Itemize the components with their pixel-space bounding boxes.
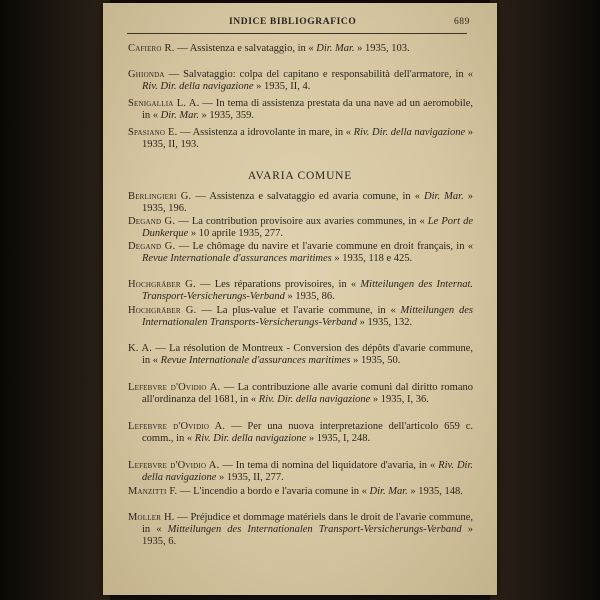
- entry-journal: Riv. Dir. della navigazione: [194, 432, 307, 444]
- entry-journal: Dir. Mar.: [160, 109, 199, 121]
- entry-title: — In tema di assistenza prestata da una nave ad un aeromobile, in «: [142, 98, 474, 121]
- entry-author: Senigallia L. A.: [128, 98, 200, 109]
- background-right-shadow: [490, 0, 600, 600]
- entry-title: — La résolution de Montreux - Conversion des dépôts d'avarie commune, in «: [142, 343, 474, 366]
- bibliography-entry: [128, 127, 473, 151]
- entry-journal: Riv. Dir. della navigazione: [258, 393, 371, 405]
- entry-reference: » 1935, II, 193.: [142, 127, 473, 150]
- entry-reference: » 1935, 359.: [198, 109, 255, 121]
- entry-author: K. A.: [128, 343, 153, 354]
- entry-journal: Le Port de Dunkerque: [142, 216, 474, 239]
- bibliography-entry: [128, 241, 473, 265]
- entry-reference: » 1935, 148.: [407, 486, 463, 497]
- entry-reference: » 1935, 118 e 425.: [331, 252, 413, 264]
- entry-title: — La plus-value et l'avarie commune, in «: [196, 305, 401, 316]
- section-heading: AVARIA COMUNE: [247, 170, 353, 182]
- entry-journal: Revue Internationale d'assurances maritimes: [160, 354, 351, 366]
- entry-journal: Dir. Mar.: [369, 486, 408, 497]
- entry-author: Hochgräber G.: [128, 305, 197, 316]
- entry-title: — In tema di nomina del liquidatore d'avaria, in «: [219, 460, 439, 471]
- bibliography-entry: [128, 305, 473, 329]
- entry-reference: » 1935, 103.: [354, 43, 410, 54]
- entry-author: Manzitti F.: [128, 486, 178, 497]
- entry-journal: Riv. Dir. della navigazione: [142, 460, 473, 483]
- entry-reference: » 1935, 50.: [350, 354, 401, 366]
- entry-title: — L'incendio a bordo e l'avaria comune in «: [177, 486, 370, 497]
- entry-reference: » 1935, 6.: [142, 523, 473, 547]
- entry-author: Lefebvre d'Ovidio A.: [128, 460, 220, 471]
- entry-title: — Les réparations provisoires, in «: [195, 279, 361, 290]
- entry-title: — Per una nuova interpretazione dell'articolo 659 c. comm., in «: [142, 421, 474, 444]
- bibliography-entry: [128, 191, 473, 215]
- entry-author: Cafiero R.: [128, 43, 175, 54]
- bibliography-entry: [128, 279, 473, 303]
- bibliography-entry: [128, 216, 473, 240]
- bibliography-entry: [128, 421, 473, 445]
- page-number: 689: [453, 17, 470, 27]
- entry-journal: Revue Internationale d'assurances maritimes: [142, 252, 332, 264]
- entry-journal: Dir. Mar.: [424, 191, 464, 202]
- background-left-shadow: [0, 0, 110, 600]
- entry-reference: » 1935, 132.: [356, 316, 413, 328]
- entry-title: — La contribuzione alle avarie comuni dal diritto romano all'ordinanza del 1681, in «: [142, 382, 474, 405]
- entry-reference: » 1935, 196.: [142, 191, 474, 214]
- entry-reference: » 10 aprile 1935, 277.: [188, 227, 284, 239]
- entry-journal: Mitteilungen des Internationalen Transport-Versicherungs-Verband: [167, 523, 462, 535]
- bibliography-entry: [128, 69, 473, 93]
- entry-title: — Salvataggio: colpa del capitano e responsabilità dell'armatore, in «: [164, 69, 473, 80]
- entry-author: Lefebvre d'Ovidio A.: [128, 421, 226, 432]
- bibliography-entry: [128, 343, 473, 367]
- entry-journal: Mitteilungen des Internationalen Transports-Versicherungs-Verband: [142, 305, 473, 328]
- book-page: [103, 3, 497, 595]
- entry-author: Berlingieri G.: [128, 191, 192, 202]
- entry-author: Degand G.: [128, 241, 176, 252]
- entry-reference: » 1935, II, 277.: [216, 471, 284, 483]
- entry-title: — La contribution provisoire aux avaries communes, in «: [175, 216, 428, 227]
- entry-author: Lefebvre d'Ovidio A.: [128, 382, 221, 393]
- bibliography-entry: [128, 98, 473, 122]
- entry-journal: Mitteilungen des Internat. Transport-Versicherungs-Verband: [142, 279, 473, 302]
- bibliography-entry: [128, 382, 473, 406]
- bibliography-entry: [128, 486, 473, 498]
- bibliography-entry: [128, 460, 473, 484]
- bibliography-entries: [103, 3, 497, 595]
- entry-author: Degand G.: [128, 216, 176, 227]
- entry-author: Hochgräber G.: [128, 279, 196, 290]
- entry-title: — Assistenza e salvataggio ed avaria comune, in «: [191, 191, 425, 202]
- entry-journal: Riv. Dir. della navigazione: [142, 80, 254, 92]
- bibliography-entry: [128, 43, 473, 55]
- running-title: INDICE BIBLIOGRAFICO: [229, 17, 357, 27]
- entry-journal: Dir. Mar.: [316, 43, 355, 54]
- entry-title: — Préjudice et dommage matériels dans le droit de l'avarie commune, in «: [142, 512, 473, 535]
- entry-title: — Assistenza a idrovolante in mare, in «: [177, 127, 354, 138]
- entry-journal: Riv. Dir. della navigazione: [353, 127, 466, 138]
- entry-reference: » 1935, I, 36.: [370, 393, 429, 405]
- entry-reference: » 1935, 86.: [284, 290, 335, 302]
- entry-title: — Le chômage du navire et l'avarie commune en droit français, in «: [175, 241, 474, 252]
- entry-author: Spasiano E.: [128, 127, 178, 138]
- entry-reference: » 1935, II, 4.: [253, 80, 311, 92]
- entry-reference: » 1935, I, 248.: [306, 432, 371, 444]
- entry-author: Moller H.: [128, 512, 175, 523]
- entry-title: — Assistenza e salvataggio, in «: [174, 43, 317, 54]
- bibliography-entry: [128, 512, 473, 548]
- entry-author: Ghionda: [128, 69, 165, 80]
